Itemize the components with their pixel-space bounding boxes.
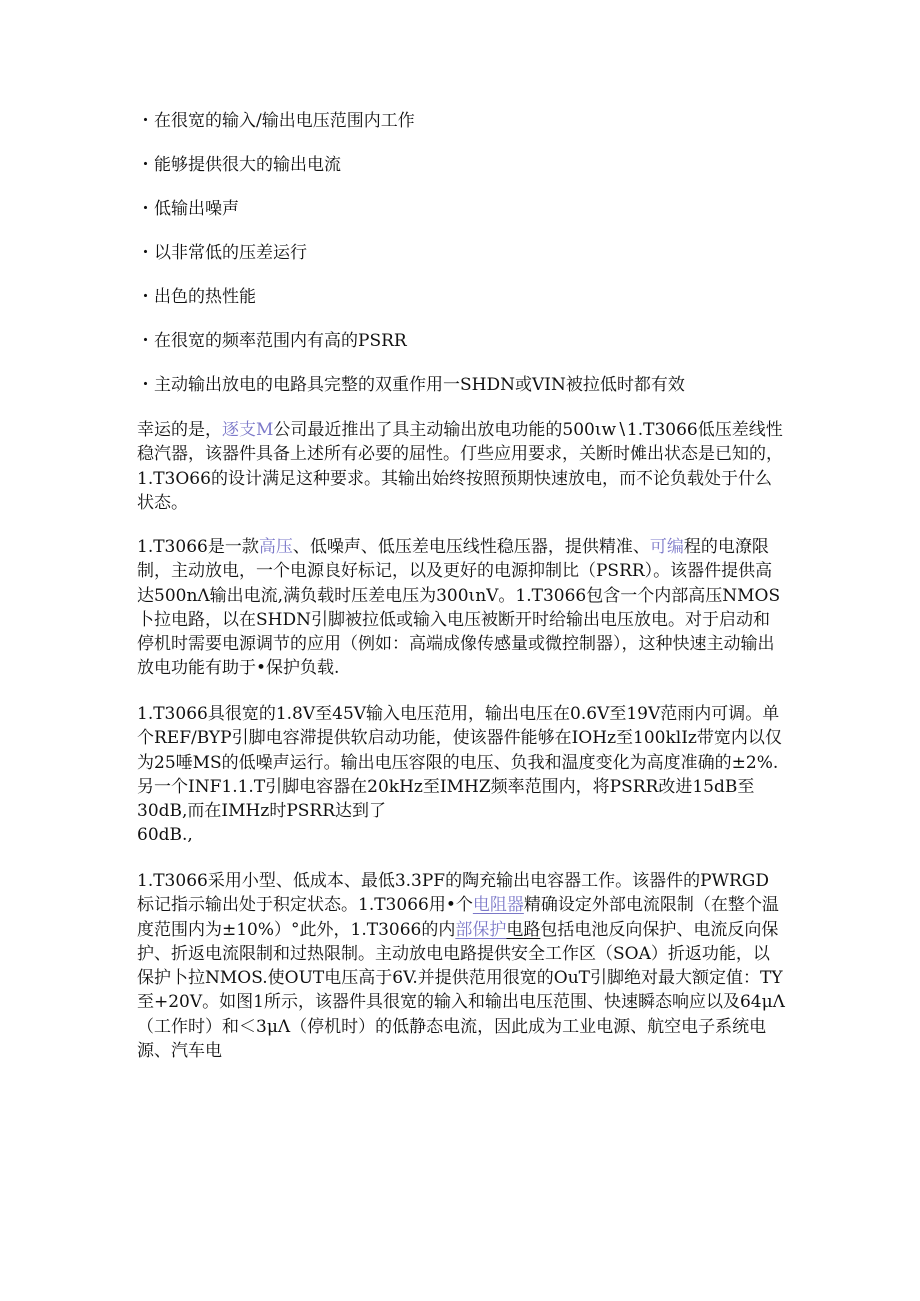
paragraph-intro (137, 418, 785, 515)
text-run: 1.T3066采用小型、低成本、最低3.3PF的陶充输出电容器工作。该器件的PWRGD标记指示输出处于积定状态。1.T3066用•个 (137, 871, 770, 916)
paragraph-protection (137, 869, 785, 1063)
resistor-link[interactable]: 电阻器 (472, 895, 524, 916)
protection-link[interactable]: 部保护 (455, 919, 507, 940)
company-link[interactable]: 逐支M (222, 420, 274, 440)
paragraph-specs (137, 702, 785, 848)
paragraph-description (137, 535, 785, 681)
text-run: 、低噪声、低压差电压线性稳压器，提供精准、 (292, 537, 650, 557)
circuit-link[interactable]: 电路 (506, 919, 541, 940)
text-run: 程的电潦限制，主动放电，一个电源良好标记，以及更好的电源抑制比（PSRR）。该器件提供高达500nΛ输出电流,满负载时压差电压为300ιnV。1.T3066包含一个内部高压NMOS卜拉电路，以在SHDN引脚被拉低或输入电压被断开时给输出电压放电。对于启动和停机时需要电源调节的应用（例如：高端成像传感量或微控制器），这种快速主动输出放电功能有助于•保护负载. (137, 537, 781, 679)
text-run: 幸运的是， (137, 420, 222, 440)
feature-item: ・能够提供很大的输出电流 (137, 155, 341, 175)
text-run: 60dB., (137, 825, 193, 846)
feature-item: ・在很宽的频率范围内有高的PSRR (137, 331, 407, 351)
text-run: 公司最近推出了具主动输出放电功能的500ιw∖1.T3066低压差线性稳汽器，该器件具备上述所有必要的屈性。仃些应用要求，关断时傩出状态是已知的，1.T3O66的设计满足这种要求。其输出始终按照预期快速放电，而不论负载处于什么状态。 (137, 420, 783, 513)
text-run: 精确设定外部电流限制（在整个温度范围内为±10%）°此外，1.T3066的内 (137, 895, 779, 940)
text-run: 包括电池反向保护、电流反向保护、折返电流限制和过热限制。主动放电电路提供安全工作区（SOA）折返功能，以保护卜拉NMOS.使OUT电压高于6V.并提供范用很宽的OuT引脚绝对最大额定值：TY至+20V。如图1所示，该器件具很宽的输入和输出电压范围、快速瞬态响应以及64μΛ（工作时）和＜3μΛ（停机时）的低静态电流，因此成为工业电源、航空电子系统电源、汽车电 (137, 919, 785, 1062)
feature-item: ・以非常低的压差运行 (137, 243, 307, 263)
feature-item: ・在很宽的输入/输出电压范围内工作 (137, 111, 415, 131)
feature-list (137, 108, 817, 416)
high-voltage-link[interactable]: 高压 (258, 537, 293, 557)
feature-item: ・低输出噪声 (137, 199, 239, 219)
feature-item: ・主动输出放电的电路具完整的双重作用一SHDN或VIN被拉低时都有效 (137, 375, 685, 395)
feature-item: ・出色的热性能 (137, 287, 256, 307)
text-run: 1.T3066具很宽的1.8V至45V输入电压范用，输出电压在0.6V至19V范雨内可调。单个REF/BYP引脚电容滞提供软启动功能，使该器件能够在IOHz至100klIz带宽内以仅为25唾MS的低噪声运行。输出电压容限的电压、负我和温度变化为高度准确的±2%.另一个INF1.1.T引脚电容器在20kHz至IMHZ频率范围内，将PSRR改进15dB至30dB,而在IMHz时PSRR达到了 (137, 704, 782, 822)
programmable-link[interactable]: 可编 (649, 537, 684, 557)
text-run: 1.T3066是一款 (137, 537, 259, 557)
